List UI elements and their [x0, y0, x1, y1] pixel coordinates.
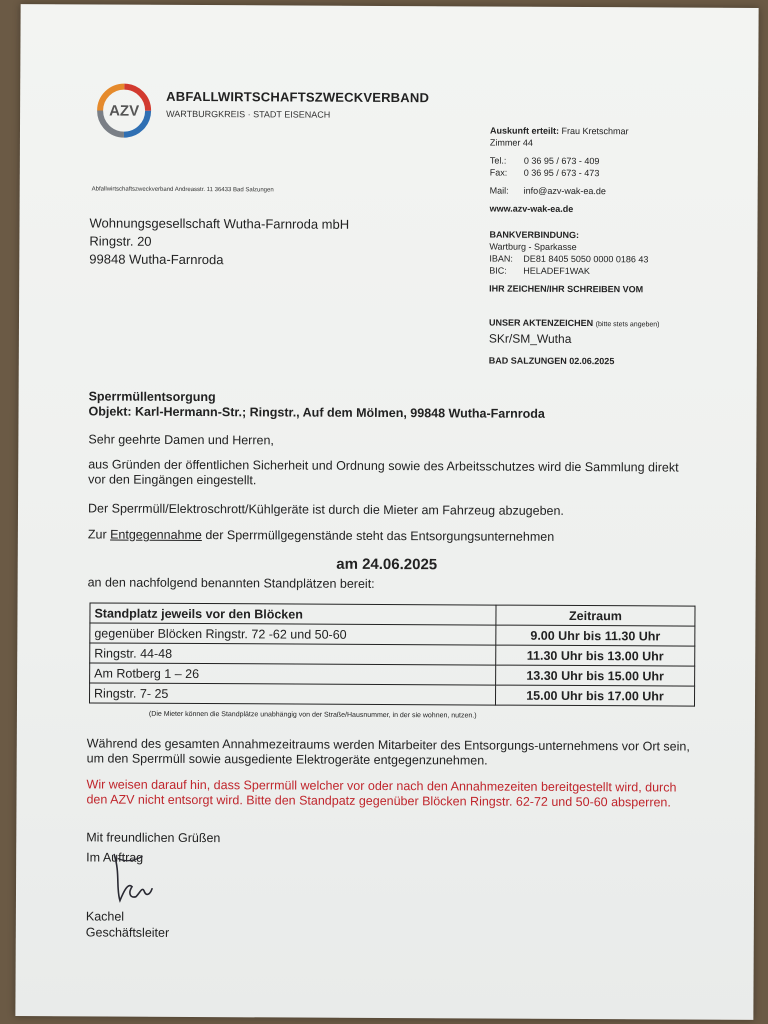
logo-text: AZV [109, 102, 140, 120]
collection-date: am 24.06.2025 [336, 555, 438, 574]
sender-line: Abfallwirtschaftszweckverband Andreasstr. 11 36433 Bad Salzungen [91, 186, 274, 194]
row-place: Ringstr. 7- 25 [89, 683, 495, 705]
mail-label: Mail: [489, 185, 509, 196]
fax-label: Fax: [489, 167, 508, 178]
place-date: BAD SALZUNGEN 02.06.2025 [488, 355, 615, 367]
azv-logo-icon [94, 80, 154, 140]
row-time: 9.00 Uhr bis 11.30 Uhr [496, 625, 695, 646]
paragraph-3-underlined: Entgegennahme [110, 527, 202, 543]
info-block [489, 125, 750, 368]
paragraph-3-pre: Zur [87, 527, 111, 542]
signer-name: Kachel [85, 909, 125, 924]
im-auftrag: Im Auftrag [86, 850, 144, 865]
header-standplatz: Standplatz jeweils vor den Blöcken [90, 603, 496, 625]
tel-value: 0 36 95 / 673 - 409 [523, 155, 600, 167]
table-row [89, 683, 694, 706]
paragraph-4: an den nachfolgend benannten Standplätzen bereit: [87, 575, 375, 591]
mail-value: info@azv-wak-ea.de [523, 185, 606, 197]
signer-title: Geschäftsleiter [85, 925, 170, 940]
bic-label: BIC: [489, 265, 507, 276]
aktenzeichen-label: UNSER AKTENZEICHEN [488, 317, 594, 329]
auskunft-name: Frau Kretschmar [561, 125, 629, 137]
collection-schedule-table [89, 602, 696, 706]
tel-label: Tel.: [489, 155, 507, 166]
auskunft-label: Auskunft erteilt: [489, 125, 560, 136]
recipient-city: 99848 Wutha-Farnroda [89, 251, 224, 268]
subject [88, 389, 698, 422]
org-name: ABFALLWIRTSCHAFTSZWECKVERBAND [166, 88, 430, 106]
signature-icon [106, 853, 166, 913]
paragraph-2: Der Sperrmüll/Elektroschrott/Kühlgeräte ist durch die Mieter am Fahrzeug abzugeben. [87, 501, 564, 518]
row-time: 11.30 Uhr bis 13.00 Uhr [496, 645, 695, 666]
iban-label: IBAN: [489, 253, 513, 264]
warning-paragraph: Wir weisen darauf hin, dass Sperrmüll welcher vor oder nach den Annahmezeiten bereitgestellt wird, durch den AZV nicht entsorgt wird. Bitte den Standpatz gegenüber Blöcken Ringstr. 62-72 und 50-60 absperren. [86, 777, 677, 810]
paragraph-1: aus Gründen der öffentlichen Sicherheit und Ordnung sowie des Arbeitsschutzes wird die Sammlung direkt vor den Eingängen eingestellt. [88, 457, 679, 488]
recipient-name: Wohnungsgesellschaft Wutha-Farnroda mbH [89, 215, 350, 232]
org-subtitle: WARTBURGKREIS · STADT EISENACH [166, 108, 331, 120]
closing: Mit freundlichen Grüßen [86, 830, 221, 846]
paragraph-3 [88, 527, 698, 545]
letter-sheet [15, 4, 758, 1020]
subject-line-1: Sperrmüllentsorgung [88, 389, 216, 405]
subject-line-2: Objekt: Karl-Hermann-Str.; Ringstr., Auf dem Mölmen, 99848 Wutha-Farnroda [88, 404, 545, 421]
bic-value: HELADEF1WAK [523, 265, 590, 277]
row-place: Ringstr. 44-48 [90, 643, 496, 665]
table-note: (Die Mieter können die Standplätze unabhängig von der Straße/Hausnummer, in der sie wohnen, nutzen.) [148, 710, 477, 720]
website-link[interactable]: www.azv-wak-ea.de [489, 203, 574, 214]
paragraph-5: Während des gesamten Annahmezeitraums werden Mitarbeiter des Entsorgungs-unternehmens vor Ort sein, um den Sperrmüll sowie ausgediente Elektrogeräte entgegenzunehmen. [86, 736, 690, 768]
bank-label: BANKVERBINDUNG: [489, 229, 579, 241]
fax-value: 0 36 95 / 673 - 473 [523, 167, 600, 179]
greeting: Sehr geehrte Damen und Herren, [88, 432, 274, 448]
aktenzeichen-value: SKr/SM_Wutha [488, 331, 572, 346]
row-place: Am Rotberg 1 – 26 [90, 663, 496, 685]
recipient-address [89, 214, 349, 269]
zimmer: Zimmer 44 [489, 137, 533, 148]
aktenzeichen-hint: (bitte stets angeben) [595, 321, 660, 329]
row-place: gegenüber Blöcken Ringstr. 72 -62 und 50-60 [90, 623, 496, 645]
row-time: 13.30 Uhr bis 15.00 Uhr [496, 665, 695, 686]
header-zeitraum: Zeitraum [496, 605, 695, 626]
row-time: 15.00 Uhr bis 17.00 Uhr [495, 685, 694, 706]
paragraph-3-post: der Sperrmüllgegenstände steht das Entsorgungsunternehmen [201, 528, 555, 544]
ihr-zeichen-label: IHR ZEICHEN/IHR SCHREIBEN VOM [489, 283, 644, 295]
bank-name: Wartburg - Sparkasse [489, 241, 577, 252]
recipient-street: Ringstr. 20 [89, 233, 152, 249]
iban-value: DE81 8405 5050 0000 0186 43 [523, 253, 649, 265]
